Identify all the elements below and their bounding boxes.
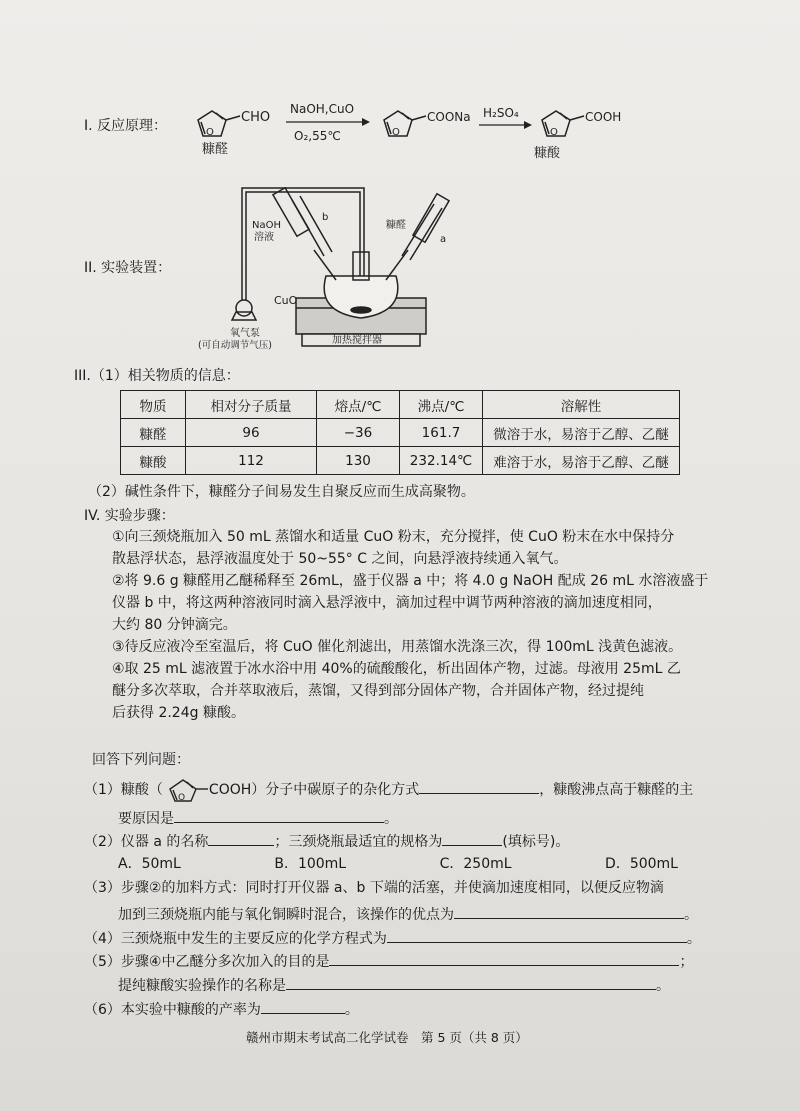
step-3: ③待反应液冷至室温后，将 CuO 催化剂滤出，用蒸馏水洗涤三次，得 100mL 浅黄色滤液。 <box>112 639 683 655</box>
reagents-top: NaOH,CuO <box>290 102 355 116</box>
furan-ring-icon-2 <box>384 111 426 136</box>
apparatus-diagram <box>196 180 466 360</box>
answer-blank[interactable] <box>419 779 539 794</box>
svg-text:O: O <box>177 793 186 803</box>
answer-blank[interactable] <box>454 904 684 919</box>
note-2: （2）碱性条件下，糠醛分子间易发生自聚反应而生成高聚物。 <box>88 484 475 500</box>
reagents-bottom: O₂,55℃ <box>294 129 341 143</box>
answer-blank[interactable] <box>261 999 345 1014</box>
section-4-label: IV. 实验步骤： <box>84 508 175 524</box>
properties-table <box>120 390 680 475</box>
table-cell: 232.14℃ <box>400 447 483 475</box>
answer-blank[interactable] <box>442 831 502 846</box>
reaction-scheme <box>190 95 630 165</box>
table-header-row <box>121 391 680 419</box>
question-6: （6）本实验中糠酸的产率为 。 <box>84 999 359 1018</box>
section-2-label: II. 实验装置： <box>84 260 172 276</box>
svg-text:溶液: 溶液 <box>254 232 274 243</box>
option-c[interactable]: C．250mL <box>439 856 512 872</box>
question-1-cont: 要原因是 。 <box>118 808 398 827</box>
section-1-label: I. 反应原理： <box>84 118 168 134</box>
label-a: a <box>440 234 447 245</box>
pump-note: (可自动调节气压) <box>198 340 272 351</box>
pump-label: 氧气泵 <box>230 328 260 339</box>
table-cell: 112 <box>186 447 317 475</box>
step-1: ①向三颈烧瓶加入 50 mL 蒸馏水和适量 CuO 粉末，充分搅拌，使 CuO 粉末在水中保持分 散悬浮状态，悬浮液温度处于 50~55° C 之间，向悬浮液持续通入氧气。 <box>112 529 675 567</box>
table-header: 沸点/℃ <box>400 391 483 419</box>
questions-intro: 回答下列问题： <box>92 752 190 768</box>
answer-blank[interactable] <box>387 928 687 943</box>
question-5: （5）步骤④中乙醚分多次加入的目的是 ； <box>84 951 693 970</box>
page-footer: 赣州市期末考试高二化学试卷 第 5 页（共 8 页） <box>246 1030 528 1045</box>
table-cell: 130 <box>317 447 400 475</box>
table-header: 溶解性 <box>483 391 680 419</box>
answer-blank[interactable] <box>174 808 384 823</box>
answer-blank[interactable] <box>286 975 656 990</box>
table-row <box>121 447 680 475</box>
table-cell: 难溶于水，易溶于乙醇、乙醚 <box>483 447 680 475</box>
reactant-name: 糠醛 <box>202 142 229 157</box>
svg-text:O: O <box>206 127 214 138</box>
table-header: 相对分子质量 <box>186 391 317 419</box>
intermediate-group: COONa <box>427 110 471 124</box>
option-b[interactable]: B．100mL <box>274 856 347 872</box>
answer-blank[interactable] <box>329 951 679 966</box>
product-name: 糠酸 <box>534 146 561 161</box>
table-header: 物质 <box>121 391 186 419</box>
reactant-group: CHO <box>241 110 271 125</box>
label-b: b <box>322 212 329 223</box>
question-4: （4）三颈烧瓶中发生的主要反应的化学方程式为 。 <box>84 928 701 947</box>
svg-text:O: O <box>392 127 400 138</box>
section-3-label: III.（1）相关物质的信息： <box>74 368 240 384</box>
step-2: ②将 9.6 g 糠醛用乙醚稀释至 26mL，盛于仪器 a 中；将 4.0 g NaOH 配成 26 mL 水溶液盛于 仪器 b 中，将这两种溶液同时滴入悬浮液中，滴加过程中调节两种溶液的滴加速度相同， 大约 80 分钟滴完。 <box>112 573 709 633</box>
naoh-label: NaOH <box>252 220 281 231</box>
stirrer-label: 加热搅拌器 <box>332 335 382 346</box>
furan-ring-icon <box>198 111 240 136</box>
table-cell: 微溶于水，易溶于乙醇、乙醚 <box>483 419 680 447</box>
table-cell: −36 <box>317 419 400 447</box>
table-header: 熔点/℃ <box>317 391 400 419</box>
table-cell: 96 <box>186 419 317 447</box>
question-3-cont: 加到三颈烧瓶内能与氧化铜瞬时混合，该操作的优点为 。 <box>118 904 698 923</box>
svg-text:O: O <box>550 127 558 138</box>
question-2-options <box>118 856 678 872</box>
product-group: COOH <box>585 110 622 124</box>
acid-reagent: H₂SO₄ <box>483 106 519 120</box>
option-d[interactable]: D．500mL <box>605 856 678 872</box>
question-3: （3）步骤②的加料方式：同时打开仪器 a、b 下端的活塞，并使滴加速度相同，以便反应物滴 <box>84 880 664 896</box>
table-row <box>121 419 680 447</box>
question-5-cont: 提纯糠酸实验操作的名称是 。 <box>118 975 670 994</box>
question-1: （1）糠酸（ O COOH）分子中碳原子的杂化方式 ，糠酸沸点高于糠醛的主 <box>84 777 693 803</box>
step-4: ④取 25 mL 滤液置于冰水浴中用 40%的硫酸酸化，析出固体产物，过滤。母液用 25mL 乙 醚分多次萃取，合并萃取液后，蒸馏，又得到部分固体产物，合并固体产物，经过提纯 后获得 2.24g 糠酸。 <box>112 661 681 721</box>
table-cell: 161.7 <box>400 419 483 447</box>
furan-ring-icon-q1 <box>163 777 209 803</box>
table-cell: 糠酸 <box>121 447 186 475</box>
question-2: （2）仪器 a 的名称 ；三颈烧瓶最适宜的规格为 (填标号)。 <box>84 831 569 850</box>
step-list <box>112 526 732 724</box>
cuo-label: CuO <box>274 294 298 307</box>
furan-ring-icon-3 <box>542 111 584 136</box>
option-a[interactable]: A．50mL <box>118 856 181 872</box>
answer-blank[interactable] <box>208 831 274 846</box>
furfural-label: 糠醛 <box>386 220 406 231</box>
table-cell: 糠醛 <box>121 419 186 447</box>
